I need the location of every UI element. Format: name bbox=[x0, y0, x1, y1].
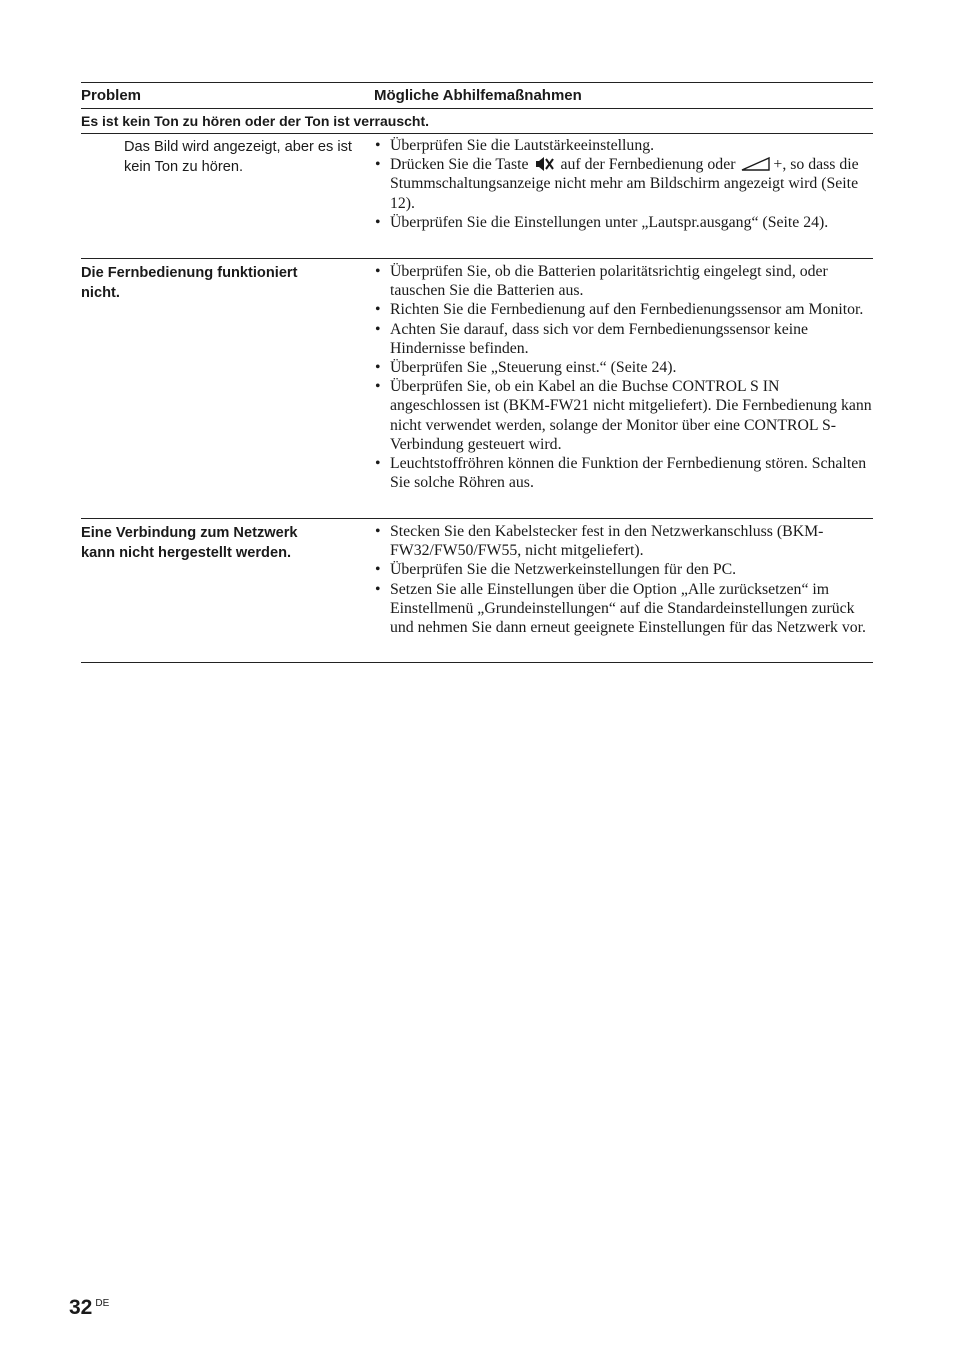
table-row bbox=[81, 259, 873, 519]
solution-cell bbox=[374, 259, 873, 518]
solution-list bbox=[374, 262, 873, 492]
table-header bbox=[81, 83, 873, 109]
header-problem: Problem bbox=[81, 87, 142, 104]
problem-cell: Das Bild wird angezeigt, aber es ist kein Ton zu hören. bbox=[124, 139, 352, 175]
problem-cell: Eine Verbindung zum Netzwerk kann nicht hergestellt werden. bbox=[81, 525, 298, 561]
list-item: • Achten Sie darauf, dass sich vor dem Fernbedienungssensor keine Hindernisse befinden. bbox=[374, 320, 873, 358]
list-item: • Überprüfen Sie „Steuerung einst.“ (Seite 24). bbox=[374, 358, 873, 377]
list-item: • Überprüfen Sie die Netzwerkeinstellungen für den PC. bbox=[374, 560, 873, 579]
list-item: • Überprüfen Sie die Lautstärkeeinstellung. bbox=[374, 136, 873, 155]
solution-cell bbox=[374, 519, 873, 662]
header-solution: Mögliche Abhilfemaßnahmen bbox=[374, 87, 582, 104]
list-item: • Überprüfen Sie die Einstellungen unter „Lautspr.ausgang“ (Seite 24). bbox=[374, 213, 873, 232]
solution-list bbox=[374, 522, 873, 637]
list-item: • Stecken Sie den Kabelstecker fest in den Netzwerkanschluss (BKM-FW32/FW50/FW55, nicht mitgeliefert). bbox=[374, 522, 873, 560]
language-code: DE bbox=[95, 1298, 110, 1309]
solution-cell bbox=[374, 134, 873, 258]
list-item: • Richten Sie die Fernbedienung auf den Fernbedienungssensor am Monitor. bbox=[374, 300, 873, 319]
solution-list bbox=[374, 136, 873, 232]
list-item-text: Drücken Sie die Taste bbox=[390, 156, 529, 174]
list-item: • Setzen Sie alle Einstellungen über die Option „Alle zurücksetzen“ im Einstellmenü „Grundeinstellungen“ auf die Standardeinstellungen zurück und nehmen Sie dann erneut geeignete Einstellungen für das Netzwerk vor. bbox=[374, 580, 873, 638]
page-number: 32 bbox=[69, 1296, 93, 1319]
page-footer bbox=[69, 1296, 109, 1320]
mute-icon bbox=[535, 156, 555, 172]
list-item bbox=[374, 155, 873, 213]
section-heading-sound: Es ist kein Ton zu hören oder der Ton ist verrauscht. bbox=[81, 109, 873, 134]
list-item: • Überprüfen Sie, ob ein Kabel an die Buchse CONTROL S IN angeschlossen ist (BKM-FW21 nicht mitgeliefert). Die Fernbedienung kann nicht verwendet werden, solange der Monitor über eine CONTROL S-Verbindung gesteuert wird. bbox=[374, 377, 873, 454]
volume-icon bbox=[741, 156, 771, 172]
list-item: • Leuchtstoffröhren können die Funktion der Fernbedienung stören. Schalten Sie solche Röhren aus. bbox=[374, 454, 873, 492]
list-item-text: +, so dass die Stummschaltungsanzeige nicht mehr am Bildschirm angezeigt wird (Seite 12). bbox=[390, 156, 859, 212]
table-row bbox=[81, 134, 873, 259]
table-row bbox=[81, 519, 873, 663]
problem-cell: Die Fernbedienung funktioniert nicht. bbox=[81, 265, 298, 301]
list-item: • Überprüfen Sie, ob die Batterien polaritätsrichtig eingelegt sind, oder tauschen Sie die Batterien aus. bbox=[374, 262, 873, 300]
troubleshooting-table bbox=[81, 82, 873, 663]
list-item-text: auf der Fernbedienung oder bbox=[560, 156, 736, 174]
